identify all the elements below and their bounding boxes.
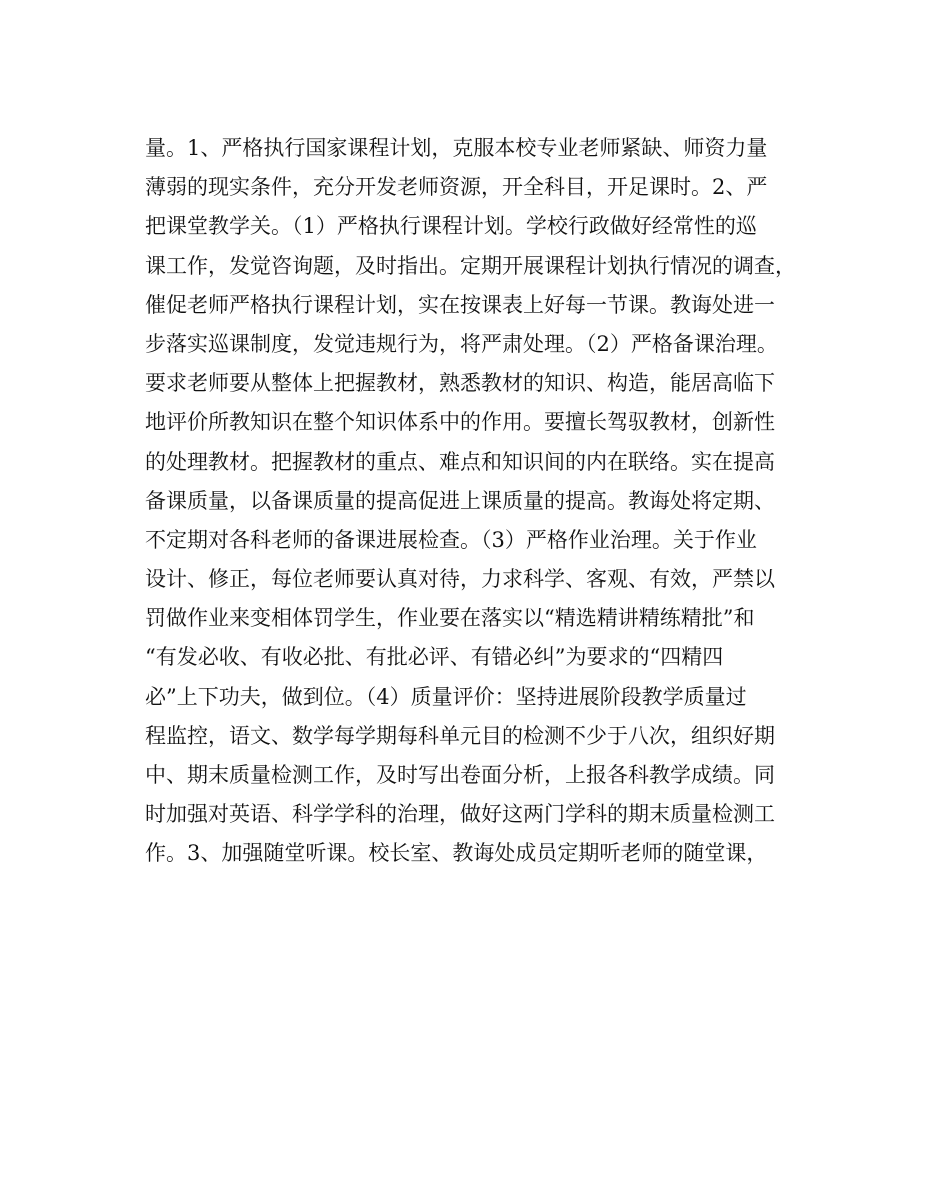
text-line: 设计、修正，每位老师要认真对待，力求科学、客观、有效，严禁以 — [145, 567, 775, 592]
text-line: 薄弱的现实条件，充分开发老师资源，开全科目，开足课时。2、严 — [145, 175, 768, 200]
text-line: 的处理教材。把握教材的重点、难点和知识间的内在联络。实在提高 — [145, 449, 775, 474]
text-line: 地评价所教知识在整个知识体系中的作用。要擅长驾驭教材，创新性 — [145, 410, 775, 435]
text-line: 量。1、严格执行国家课程计划，克服本校专业老师紧缺、师资力量 — [145, 136, 768, 160]
text-line: 课工作，发觉咨询题，及时指出。定期开展课程计划执行情况的调查， — [145, 253, 796, 278]
text-line: 必”上下功夫，做到位。（4）质量评价：坚持进展阶段教学质量过 — [145, 684, 747, 709]
text-line: 时加强对英语、科学学科的治理，做好这两门学科的期末质量检测工 — [145, 802, 775, 827]
text-line: 备课质量，以备课质量的提高促进上课质量的提高。教诲处将定期、 — [145, 488, 775, 513]
text-line: 中、期末质量检测工作，及时写出卷面分析，上报各科教学成绩。同 — [145, 763, 775, 787]
text-line: 催促老师严格执行课程计划，实在按课表上好每一节课。教诲处进一 — [145, 292, 775, 317]
text-line: 步落实巡课制度，发觉违规行为，将严肃处理。（2）严格备课治理。 — [145, 331, 778, 356]
text-line: 要求老师要从整体上把握教材，熟悉教材的知识、构造，能居高临下 — [145, 371, 775, 396]
text-line: “有发必收、有收必批、有批必评、有错必纠”为要求的“四精四 — [145, 645, 724, 670]
text-line: 把课堂教学关。（1）严格执行课程计划。学校行政做好经常性的巡 — [145, 214, 757, 239]
text-line: 不定期对各科老师的备课进展检查。（3）严格作业治理。关于作业 — [145, 527, 757, 552]
text-line: 程监控，语文、数学每学期每科单元目的检测不少于八次，组织好期 — [145, 723, 775, 748]
text-line: 罚做作业来变相体罚学生，作业要在落实以“精选精讲精练精批”和 — [145, 606, 755, 631]
text-line: 作。3、加强随堂听课。校长室、教诲处成员定期听老师的随堂课， — [145, 841, 768, 866]
body-text — [145, 129, 825, 874]
